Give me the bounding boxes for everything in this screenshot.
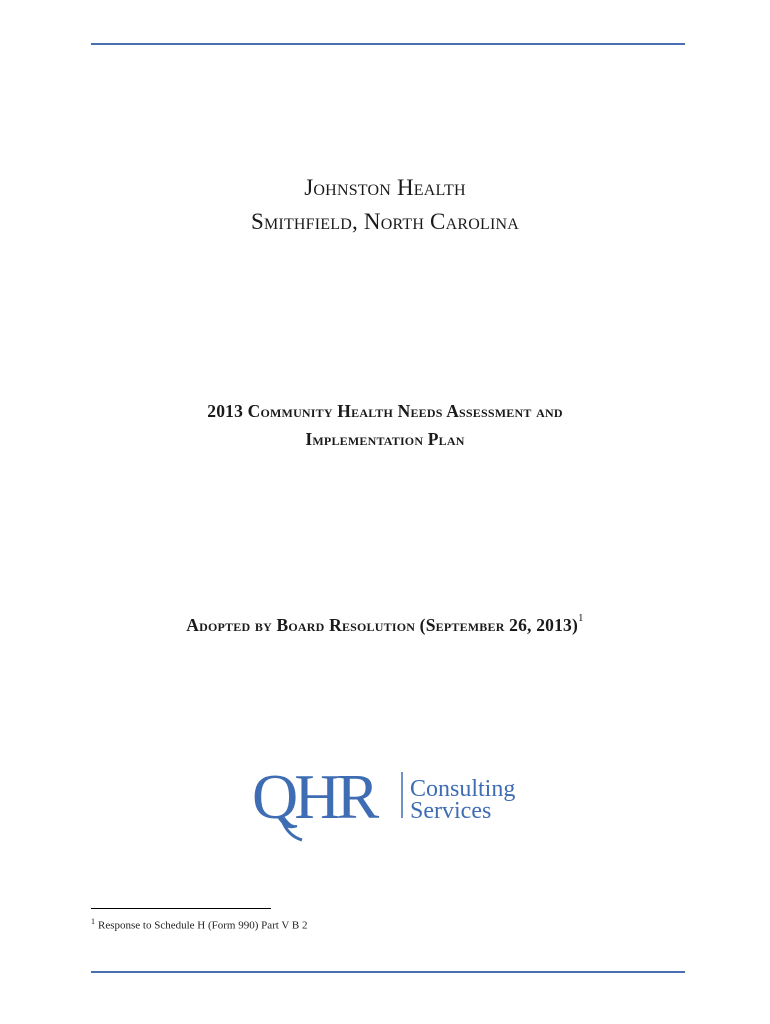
qhr-logo-mark: QHR bbox=[252, 761, 376, 832]
logo-consulting-text: Consulting bbox=[410, 776, 516, 802]
qhr-consulting-logo bbox=[252, 760, 522, 850]
footnote bbox=[91, 917, 308, 932]
organization-location: Smithfield, North Carolina bbox=[251, 209, 519, 234]
report-title bbox=[0, 397, 770, 453]
logo-services-text: Services bbox=[410, 798, 492, 824]
organization-block bbox=[0, 171, 770, 239]
bottom-rule bbox=[91, 971, 685, 973]
adoption-statement bbox=[0, 607, 770, 639]
adoption-text: Adopted by Board Resolution (September 26, 2013)$^1$ bbox=[186, 612, 584, 635]
footnote-reference: 1 bbox=[578, 612, 584, 624]
organization-name: Johnston Health bbox=[304, 175, 466, 200]
footnote-number: 1 bbox=[91, 917, 95, 926]
report-title-line-2: Implementation Plan bbox=[305, 429, 465, 449]
top-rule bbox=[91, 43, 685, 45]
report-title-line-1: 2013 Community Health Needs Assessment and bbox=[207, 401, 563, 421]
qhr-logo-graphic bbox=[252, 760, 522, 850]
footnote-separator bbox=[91, 908, 271, 909]
footnote-text: Response to Schedule H (Form 990) Part V B 2 bbox=[98, 919, 308, 932]
